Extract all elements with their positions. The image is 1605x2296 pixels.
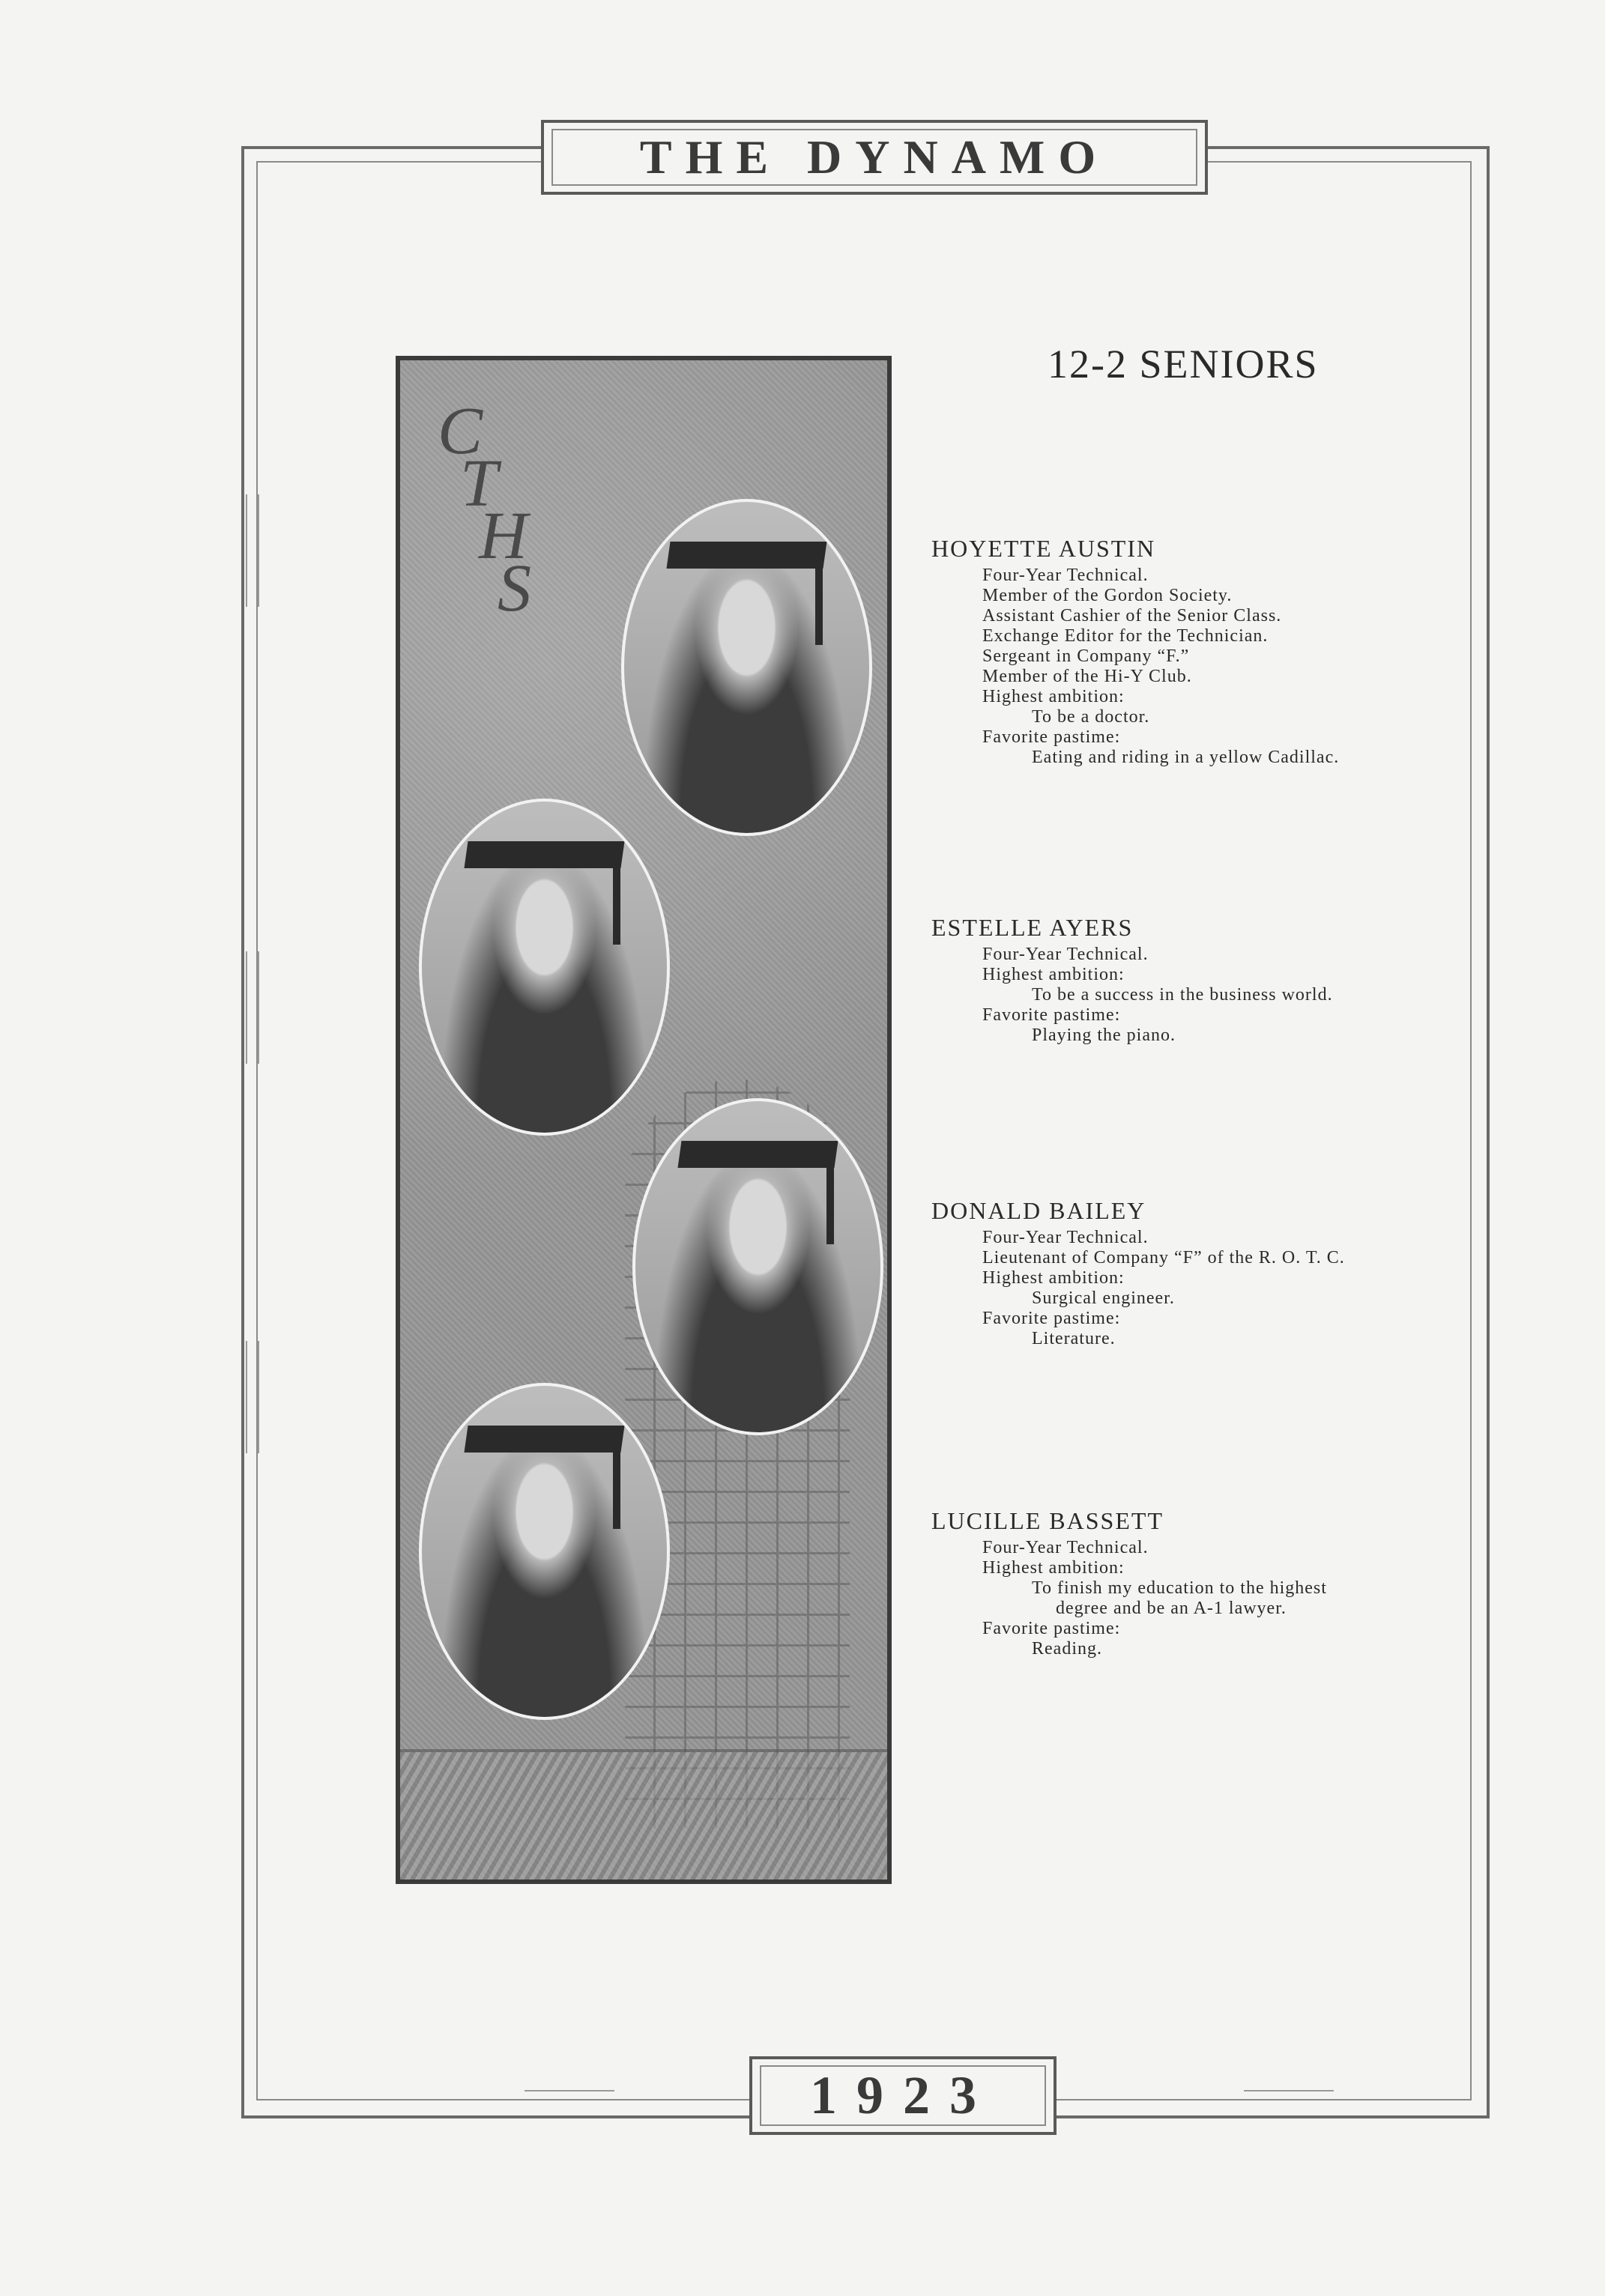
monogram-letter: S	[498, 551, 531, 626]
portrait-photo	[632, 1098, 883, 1435]
senior-detail-line: Playing the piano.	[1032, 1026, 1176, 1045]
senior-detail-line: Lieutenant of Company “F” of the R. O. T. C.	[982, 1248, 1345, 1267]
senior-detail-line: degree and be an A-1 lawyer.	[1056, 1599, 1287, 1618]
senior-detail-line: Reading.	[1032, 1639, 1102, 1659]
border-ornament	[525, 2090, 614, 2099]
senior-detail-line: Four-Year Technical.	[982, 1538, 1149, 1557]
senior-detail-line: Highest ambition:	[982, 965, 1125, 984]
senior-details	[982, 566, 1501, 768]
senior-detail-line: Favorite pastime:	[982, 1005, 1121, 1025]
decorative-base	[400, 1749, 887, 1879]
page-title: THE DYNAMO	[639, 130, 1110, 184]
monogram-letter: C	[438, 394, 483, 468]
border-ornament	[246, 494, 259, 607]
senior-name: HOYETTE AUSTIN	[931, 535, 1156, 562]
senior-name: ESTELLE AYERS	[931, 914, 1134, 941]
border-ornament	[246, 1341, 259, 1453]
senior-entry	[931, 534, 1501, 768]
senior-entry	[931, 1506, 1501, 1659]
senior-detail-line: Assistant Cashier of the Senior Class.	[982, 606, 1282, 626]
senior-name: LUCILLE BASSETT	[931, 1507, 1164, 1534]
header-banner	[541, 120, 1208, 195]
senior-detail-line: Four-Year Technical.	[982, 945, 1149, 964]
senior-detail-line: Member of the Hi-Y Club.	[982, 667, 1192, 686]
senior-detail-line: Highest ambition:	[982, 1558, 1125, 1578]
senior-detail-line: To finish my education to the highest	[1032, 1578, 1327, 1598]
senior-detail-line: Eating and riding in a yellow Cadillac.	[1032, 748, 1340, 767]
senior-detail-line: Literature.	[1032, 1329, 1116, 1348]
senior-detail-line: Favorite pastime:	[982, 727, 1121, 747]
senior-detail-line: Sergeant in Company “F.”	[982, 646, 1190, 666]
photo-panel	[396, 356, 892, 1884]
border-ornament	[246, 951, 259, 1064]
senior-details	[982, 945, 1501, 1046]
portrait-photo	[419, 1383, 670, 1720]
senior-detail-line: Highest ambition:	[982, 1268, 1125, 1288]
senior-entry	[931, 1196, 1501, 1349]
footer-banner	[749, 2056, 1057, 2135]
senior-details	[982, 1538, 1501, 1659]
section-title: 12-2 SENIORS	[1048, 342, 1319, 387]
monogram-letter: T	[460, 446, 498, 521]
monogram-letter: H	[479, 499, 528, 573]
senior-detail-line: Highest ambition:	[982, 687, 1125, 706]
portrait-photo	[419, 799, 670, 1136]
senior-detail-line: Favorite pastime:	[982, 1619, 1121, 1638]
senior-detail-line: Exchange Editor for the Technician.	[982, 626, 1269, 646]
senior-detail-line: Favorite pastime:	[982, 1309, 1121, 1328]
border-ornament	[1244, 2090, 1334, 2099]
yearbook-year: 1923	[810, 2065, 996, 2125]
senior-detail-line: Four-Year Technical.	[982, 1228, 1149, 1247]
senior-detail-line: Four-Year Technical.	[982, 566, 1149, 585]
senior-detail-line: To be a success in the business world.	[1032, 985, 1333, 1005]
portrait-photo	[621, 499, 872, 836]
senior-detail-line: To be a doctor.	[1032, 707, 1150, 727]
senior-entry	[931, 913, 1501, 1046]
senior-detail-line: Surgical engineer.	[1032, 1288, 1175, 1308]
senior-detail-line: Member of the Gordon Society.	[982, 586, 1233, 605]
senior-name: DONALD BAILEY	[931, 1197, 1146, 1224]
school-monogram	[438, 394, 531, 626]
senior-details	[982, 1228, 1501, 1349]
